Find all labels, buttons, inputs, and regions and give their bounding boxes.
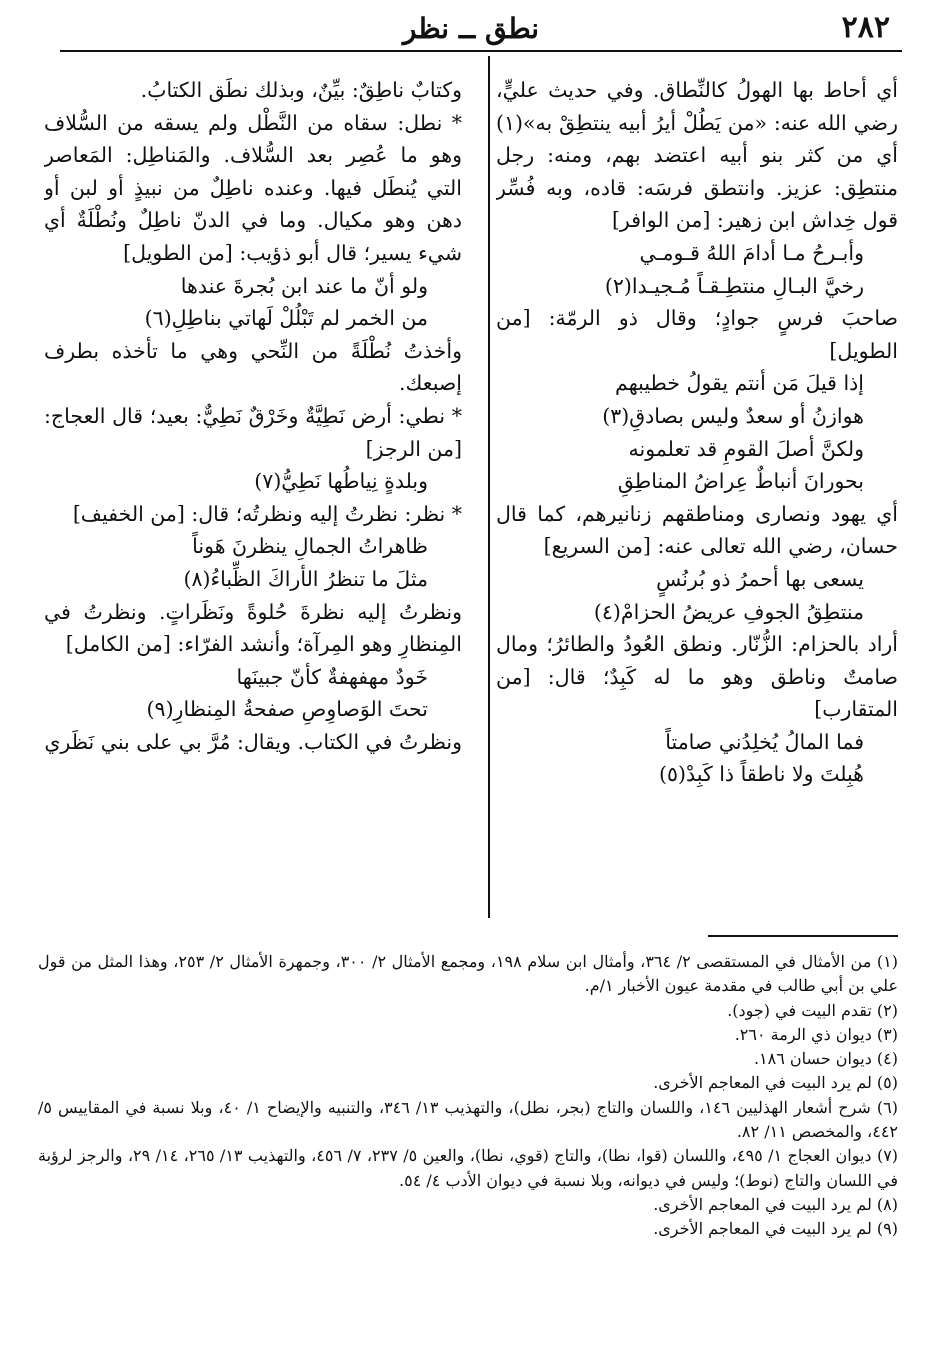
paragraph: * نطي: أرض نَطِيَّةٌ وخَرْقٌ نَطِيٌّ: بعيد؛ قال العجاج: [من الرجز]	[44, 403, 462, 461]
paragraph: أي يهود ونصارى ومناطقهم زنانيرهم، كما قال حسان، رضي الله تعالى عنه: [من السريع]	[496, 501, 898, 559]
verse-line: بحورانَ أنباطٌ عِراضُ المناطِقِ	[617, 469, 864, 494]
page-number: ٢٨٢	[841, 10, 890, 45]
paragraph: وكتابٌ ناطِقٌ: بيِّنٌ، وبذلك نطَق الكتابُ.	[140, 78, 462, 102]
footnote: (٥) لم يرد البيت في المعاجم الأخرى.	[653, 1073, 898, 1093]
verse-line: وأبـرحُ مـا أدامَ اللهُ قـومـي	[639, 240, 864, 265]
paragraph: وأخذتُ نُطْلَةً من النِّحي وهي ما تأخذه بطرف إصبعك.	[44, 338, 462, 396]
verse-line: فما المالُ يُخلِدُني صامتاً	[665, 729, 864, 754]
paragraph: ونظرتُ في الكتاب. ويقال: مُرَّ بي على بني نَظَري	[44, 729, 462, 754]
paragraph: ونظرتُ إليه نظرةَ حُلوةً ونَظَراتٍ. ونظرتُ في المِنظارِ وهو المِرآة؛ وأنشد الفرّاء: [من الكامل]	[44, 599, 462, 657]
verse-line: إذا قيلَ مَن أنتم يقولُ خطيبهم	[615, 371, 864, 396]
verse-line: مثلَ ما تنظرُ الأراكَ الظِّباءُ(٨)	[183, 566, 428, 591]
footnote-rule	[708, 935, 898, 937]
verse-line: خَودٌ مهفهفةٌ كأنّ جبينَها	[236, 664, 428, 689]
right-column	[496, 74, 898, 919]
verse-line: هوازنُ أو سعدٌ وليس بصادقِ(٣)	[602, 403, 864, 428]
verse-line: يسعى بها أحمرُ ذو بُرنُسٍ	[656, 566, 864, 591]
header-rule	[60, 50, 902, 52]
paragraph: أراد بالحزام: الزُّنّار. ونطق العُودُ والطائرُ؛ ومال صامتٌ وناطق وهو ما له كَبِدٌ؛ قال: [من المتقارب]	[496, 632, 898, 722]
verse-line: ظاهراتُ الجمالِ ينظرنَ هَوناً	[192, 534, 428, 559]
footnote: (٤) ديوان حسان ١٨٦.	[753, 1049, 898, 1069]
footnote: (٧) ديوان العجاج ١/ ٤٩٥، واللسان (قوا، نطا)، والتاج (قوي، نطا)، والعين ٥/ ٢٣٧، ٧/ ٤٥٦، والتهذيب ١٣/ ٢٦٥، ١٤/ ٢٩، والرجز لرؤبة في اللسان والتاج (نوط)؛ وليس في ديوانه، وبلا نسبة في ديوان الأدب ٤/ ٥٤.	[38, 1146, 898, 1190]
verse-line: وبلدةٍ نِياطُها نَطِيُّ(٧)	[254, 469, 428, 494]
footnote: (٦) شرح أشعار الهذليين ١٤٦، واللسان والتاج (بجر، نطل)، والتهذيب ١٣/ ٣٤٦، والتنبيه والإيضاح ١/ ٤٠، وبلا نسبة في المقاييس ٥/ ٤٤٢، والمخصص ١١/ ٨٢.	[38, 1097, 898, 1142]
verse-line: رخيَّ البـالِ منتطِـقـاً مُـجيـدا(٢)	[604, 273, 864, 298]
verse-line: من الخمر لم تَبْلُلْ لَهاتي بناطِلِ(٦)	[144, 306, 428, 331]
column-divider	[488, 56, 490, 918]
footnotes	[38, 950, 898, 1350]
page-header	[40, 6, 902, 50]
running-head: نطق ــ نظر	[402, 12, 540, 45]
verse-line: تحتَ الوَصاوِصِ صفحةُ المِنظارِ(٩)	[146, 697, 428, 722]
footnote: (٢) تقدم البيت في (جود).	[727, 1000, 898, 1020]
paragraph: أي أحاط بها الهولُ كالنِّطاق. وفي حديث عليٍّ، رضي الله عنه: «من يَطُلْ أيرُ أبيه ينتطِقْ به»(١) أي من كثر بنو أبيه اعتضد بهم، ومنه: رجل منتطِق: عزيز. وانتطق فرسَه: قاده، وبه فُسِّر قول خِداش ابن زهير: [من الوافر]	[496, 78, 898, 233]
verse-line: ولو أنّ ما عند ابن بُجرةَ عندها	[180, 273, 428, 298]
footnote: (٩) لم يرد البيت في المعاجم الأخرى.	[653, 1219, 898, 1239]
footnote: (١) من الأمثال في المستقصى ٢/ ٣٦٤، وأمثال ابن سلام ١٩٨، ومجمع الأمثال ٢/ ٣٠٠، وجمهرة الأمثال ٢/ ٢٥٣، وهذا المثل من قول علي بن أبي طالب في مقدمة عيون الأخبار ١/م.	[38, 952, 898, 996]
verse-line: هُبِلتَ ولا ناطقاً ذا كَبِدْ(٥)	[659, 762, 864, 787]
footnote: (٣) ديوان ذي الرمة ٢٦٠.	[734, 1024, 898, 1044]
paragraph: * نطل: سقاه من النَّطْل ولم يسقه من السُّلاف وهو ما عُصِر بعد السُّلاف. والمَناطِل: المَعاصر التي يُنطَل فيها. وعنده ناطِلٌ من نبيذٍ أو لبن أو دهن وهو مكيال. وما في الدنّ ناطِلٌ ونُطْلَةٌ أي شيء يسير؛ قال أبو ذؤيب: [من الطويل]	[44, 110, 462, 265]
left-column	[44, 74, 462, 919]
paragraph: * نظر: نظرتُ إليه ونظرتُه؛ قال: [من الخفيف]	[72, 501, 462, 526]
paragraph: صاحبَ فرسٍ جوادٍ؛ وقال ذو الرمّة: [من الطويل]	[496, 306, 898, 363]
verse-line: منتطِقُ الجوفِ عريضُ الحزامْ(٤)	[593, 599, 864, 624]
footnote: (٨) لم يرد البيت في المعاجم الأخرى.	[653, 1194, 898, 1214]
verse-line: ولكنَّ أصلَ القومِ قد تعلمونه	[628, 436, 864, 461]
